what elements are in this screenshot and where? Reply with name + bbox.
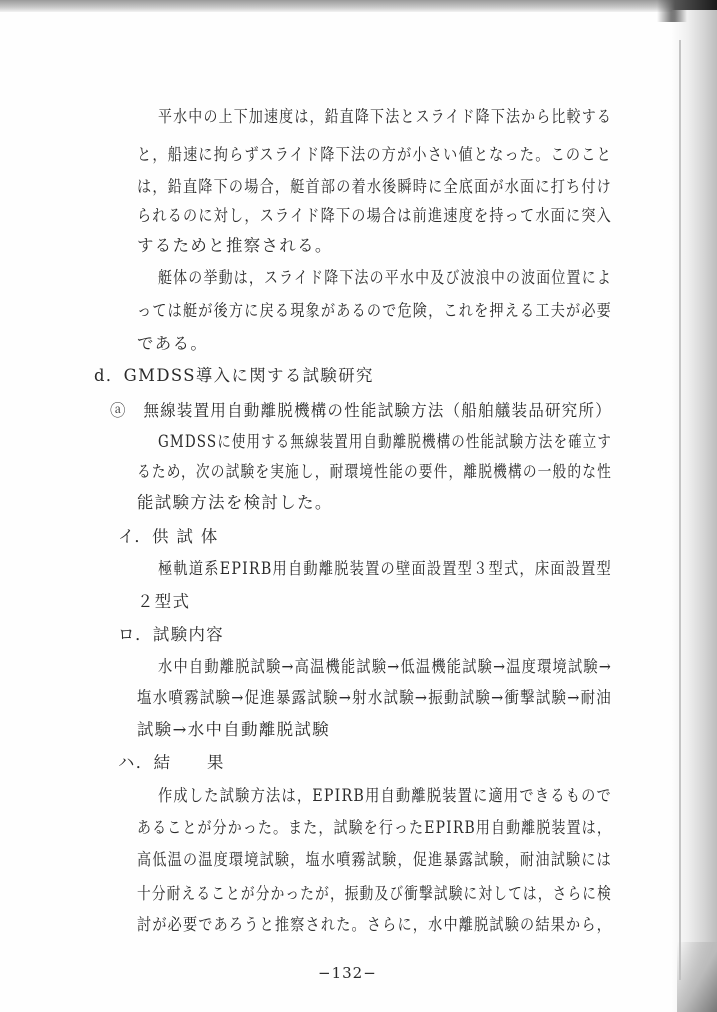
text-line: である。 xyxy=(137,334,209,353)
scan-top-edge xyxy=(0,0,717,12)
text-line: GMDSSに使用する無線装置用自動離脱機構の性能試験方法を確立す xyxy=(158,432,612,451)
text-line: 極軌道系EPIRB用自動離脱装置の壁面設置型３型式，床面設置型 xyxy=(158,559,612,578)
text-line: 能試験方法を検討した。 xyxy=(137,493,333,512)
item-heading: ロ．試験内容 xyxy=(118,625,225,644)
text-line: 作成した試験方法は，EPIRB用自動離脱装置に適用できるもので xyxy=(158,786,612,805)
page-number: −132− xyxy=(318,964,377,982)
text-line: するためと推察される。 xyxy=(137,236,333,255)
text-line: るため，次の試験を実施し，耐環境性能の要件，離脱機構の一般的な性 xyxy=(137,462,612,481)
text-line: 水中自動離脱試験→高温機能試験→低温機能試験→温度環境試験→ xyxy=(158,657,612,676)
text-line: 討が必要であろうと推察された。さらに，水中離脱試験の結果から， xyxy=(137,915,612,934)
text-line: 十分耐えることが分かったが，振動及び衝撃試験に対しては，さらに検 xyxy=(137,884,612,903)
scan-bottom-curl xyxy=(677,942,717,1012)
text-line: 塩水噴霧試験→促進暴露試験→射水試験→振動試験→衝撃試験→耐油 xyxy=(137,688,612,707)
text-line: 艇体の挙動は，スライド降下法の平水中及び波浪中の波面位置によ xyxy=(158,268,612,287)
text-line: られるのに対し，スライド降下の場合は前進速度を持って水面に突入 xyxy=(137,206,612,225)
text-line: は，鉛直降下の場合，艇首部の着水後瞬時に全底面が水面に打ち付け xyxy=(137,177,612,196)
text-line: っては艇が後方に戻る現象があるので危険，これを押える工夫が必要 xyxy=(137,301,612,320)
text-line: 試験→水中自動離脱試験 xyxy=(137,720,331,739)
text-line: 平水中の上下加速度は，鉛直降下法とスライド降下法から比較する xyxy=(158,107,612,126)
subsection-heading: ⓐ 無線装置用自動離脱機構の性能試験方法（船舶艤装品研究所） xyxy=(110,401,612,420)
text-line: と，船速に拘らずスライド降下法の方が小さい値となった。このこと xyxy=(137,145,612,164)
text-line: ２型式 xyxy=(137,592,191,611)
item-heading: ハ．結 果 xyxy=(118,753,225,772)
text-line: あることが分かった。また，試験を行ったEPIRB用自動離脱装置は， xyxy=(137,818,612,837)
scan-binding-shadow xyxy=(671,10,717,1012)
text-line: 高低温の温度環境試験，塩水噴霧試験，促進暴露試験，耐油試験には xyxy=(137,850,612,869)
section-heading: d．GMDSS導入に関する試験研究 xyxy=(94,366,374,385)
scan-fold-line xyxy=(679,40,681,980)
item-heading: イ．供 試 体 xyxy=(118,527,219,546)
